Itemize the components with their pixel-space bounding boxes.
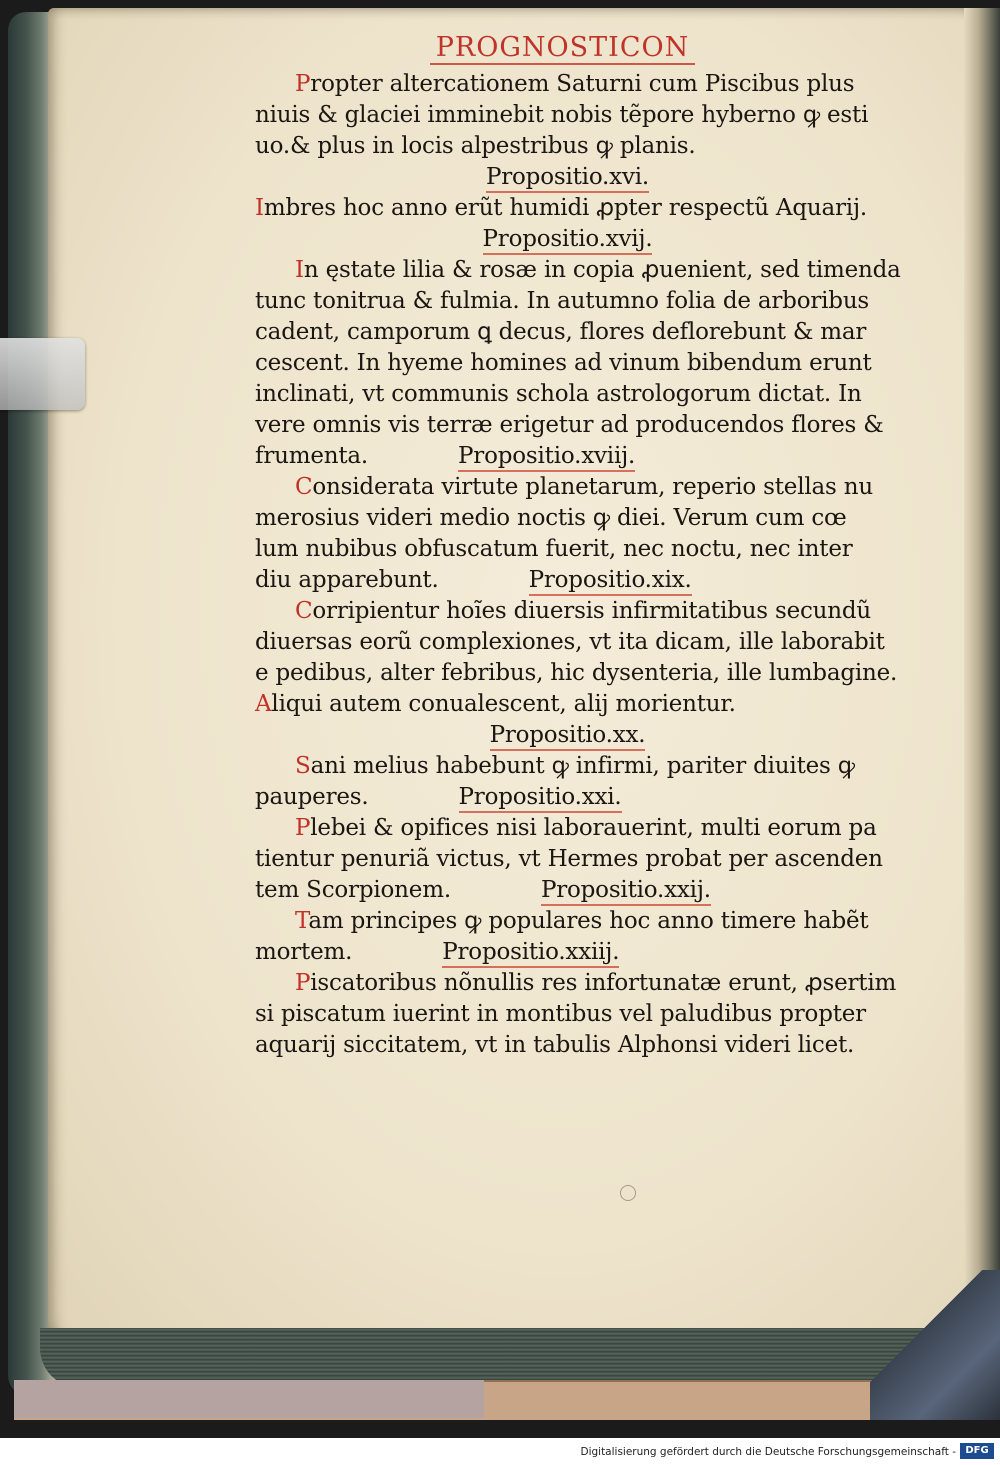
line-text-rest: iscatoribus nõnullis res infortunatæ erunt, ꝓsertim xyxy=(310,970,897,996)
line-text: merosius videri medio noctis ꝙ diei. Verum cum cœ xyxy=(255,505,847,531)
text-line xyxy=(255,782,880,813)
line-text: tunc tonitrua & fulmia. In autumno folia de arboribus xyxy=(255,288,870,314)
text-line xyxy=(255,658,898,689)
proposition-label: Propositio.xxiij. xyxy=(442,939,619,968)
proposition-heading xyxy=(255,224,880,255)
line-text: e pedibus, alter febribus, hic dysenteria, ille lumbagine. xyxy=(255,660,898,686)
line-text-rest: mbres hoc anno erũt humidi ꝓpter respectũ Aquarij. xyxy=(263,195,867,221)
text-line xyxy=(255,596,880,627)
line-text-rest: am principes ꝙ populares hoc anno timere habẽt xyxy=(308,908,869,934)
line-text-rest: liqui autem conualescent, alij morientur. xyxy=(271,691,736,717)
text-line xyxy=(255,503,880,534)
line-text xyxy=(295,970,896,996)
text-line xyxy=(255,255,901,286)
page-gutter xyxy=(964,8,1000,1348)
line-text xyxy=(295,908,868,934)
proposition-label: Propositio.xviij. xyxy=(458,443,635,472)
proposition-heading xyxy=(255,720,880,751)
line-text: pauperes. xyxy=(255,784,369,810)
text-line xyxy=(255,410,884,441)
line-text xyxy=(295,815,877,841)
line-text-rest: ropter altercationem Saturni cum Piscibus plus xyxy=(310,71,855,97)
text-line xyxy=(255,627,885,658)
rubricated-initial: P xyxy=(295,815,311,841)
proposition-label: Propositio.xix. xyxy=(529,567,692,596)
text-line xyxy=(255,534,880,565)
text-line xyxy=(255,999,880,1030)
text-line xyxy=(255,751,880,782)
dfg-credit: Digitalisierung gefördert durch die Deutsche Forschungsgemeinschaft - xyxy=(580,1446,956,1458)
rubricated-initial: C xyxy=(295,598,313,624)
rubricated-initial: C xyxy=(295,474,313,500)
rubricated-initial: T xyxy=(295,908,309,934)
text-line xyxy=(255,813,880,844)
proposition-label: Propositio.xxi. xyxy=(459,784,622,813)
line-text xyxy=(295,753,855,779)
rubricated-initial: A xyxy=(255,691,272,717)
text-line xyxy=(255,441,880,472)
text-line xyxy=(255,131,880,162)
bookmark-tab xyxy=(0,338,85,410)
line-text xyxy=(255,195,867,221)
proposition-label: Propositio.xx. xyxy=(490,722,646,751)
line-text-rest: orripientur hoĩes diuersis infirmitatibus secundũ xyxy=(312,598,872,624)
line-text-rest: n ęstate lilia & rosæ in copia ꝓuenient, sed timenda xyxy=(303,257,901,283)
line-text: tem Scorpionem. xyxy=(255,877,451,903)
page-text-block xyxy=(255,32,901,1061)
line-text: vere omnis vis terræ erigetur ad producendos flores & xyxy=(255,412,884,438)
line-text-rest: ani melius habebunt ꝙ infirmi, pariter diuites ꝙ xyxy=(310,753,855,779)
proposition-label: Propositio.xvij. xyxy=(483,226,653,255)
text-line xyxy=(255,472,880,503)
text-line xyxy=(255,193,880,224)
line-text xyxy=(295,257,901,283)
text-line xyxy=(255,875,880,906)
text-lines xyxy=(255,69,901,1061)
page-header xyxy=(245,32,880,63)
text-line xyxy=(255,286,880,317)
proposition-label: Propositio.xxij. xyxy=(541,877,711,906)
line-text-rest: onsiderata virtute planetarum, reperio stellas nu xyxy=(312,474,873,500)
text-line xyxy=(255,689,880,720)
page-mark-circle xyxy=(620,1185,636,1201)
line-text: mortem. xyxy=(255,939,353,965)
line-text xyxy=(295,71,854,97)
rubricated-initial: I xyxy=(255,195,264,221)
text-line xyxy=(255,968,897,999)
text-line xyxy=(255,906,880,937)
line-text xyxy=(295,598,871,624)
dfg-logo: DFG xyxy=(960,1443,994,1459)
line-text: diuersas eorũ complexiones, vt ita dicam, ille laborabit xyxy=(255,629,885,655)
line-text: tientur penuriã victus, vt Hermes probat per ascenden xyxy=(255,846,883,872)
text-line xyxy=(255,100,880,131)
text-line xyxy=(255,348,880,379)
text-line xyxy=(255,565,880,596)
line-text: cescent. In hyeme homines ad vinum bibendum erunt xyxy=(255,350,872,376)
book-cover-bottom-left xyxy=(14,1380,484,1418)
line-text xyxy=(255,691,736,717)
line-text: cadent, camporum ꝗ decus, flores deflorebunt & mar xyxy=(255,319,867,345)
proposition-heading xyxy=(255,162,880,193)
line-text: niuis & glaciei imminebit nobis tẽpore hyberno ꝙ esti xyxy=(255,102,869,128)
line-text: uo.& plus in locis alpestribus ꝙ planis. xyxy=(255,133,696,159)
line-text xyxy=(295,474,873,500)
text-line xyxy=(255,317,880,348)
rubricated-initial: P xyxy=(295,71,311,97)
line-text: si piscatum iuerint in montibus vel paludibus propter xyxy=(255,1001,866,1027)
line-text: aquarij siccitatem, vt in tabulis Alphonsi videri licet. xyxy=(255,1032,855,1058)
line-text: frumenta. xyxy=(255,443,369,469)
header-title: PROGNOSTICON xyxy=(430,32,696,65)
line-text: diu apparebunt. xyxy=(255,567,439,593)
text-line xyxy=(255,937,880,968)
text-line xyxy=(255,69,880,100)
rubricated-initial: P xyxy=(295,970,311,996)
text-line xyxy=(255,1030,880,1061)
page-edges-bottom xyxy=(40,1328,970,1388)
proposition-label: Propositio.xvi. xyxy=(486,164,649,193)
text-line xyxy=(255,379,880,410)
line-text: inclinati, vt communis schola astrologorum dictat. In xyxy=(255,381,862,407)
line-text-rest: lebei & opifices nisi laborauerint, multi eorum pa xyxy=(310,815,877,841)
rubricated-initial: I xyxy=(295,257,304,283)
text-line xyxy=(255,844,883,875)
line-text: lum nubibus obfuscatum fuerit, nec noctu, nec inter xyxy=(255,536,853,562)
binding-corner xyxy=(870,1270,1000,1420)
rubricated-initial: S xyxy=(295,753,311,779)
